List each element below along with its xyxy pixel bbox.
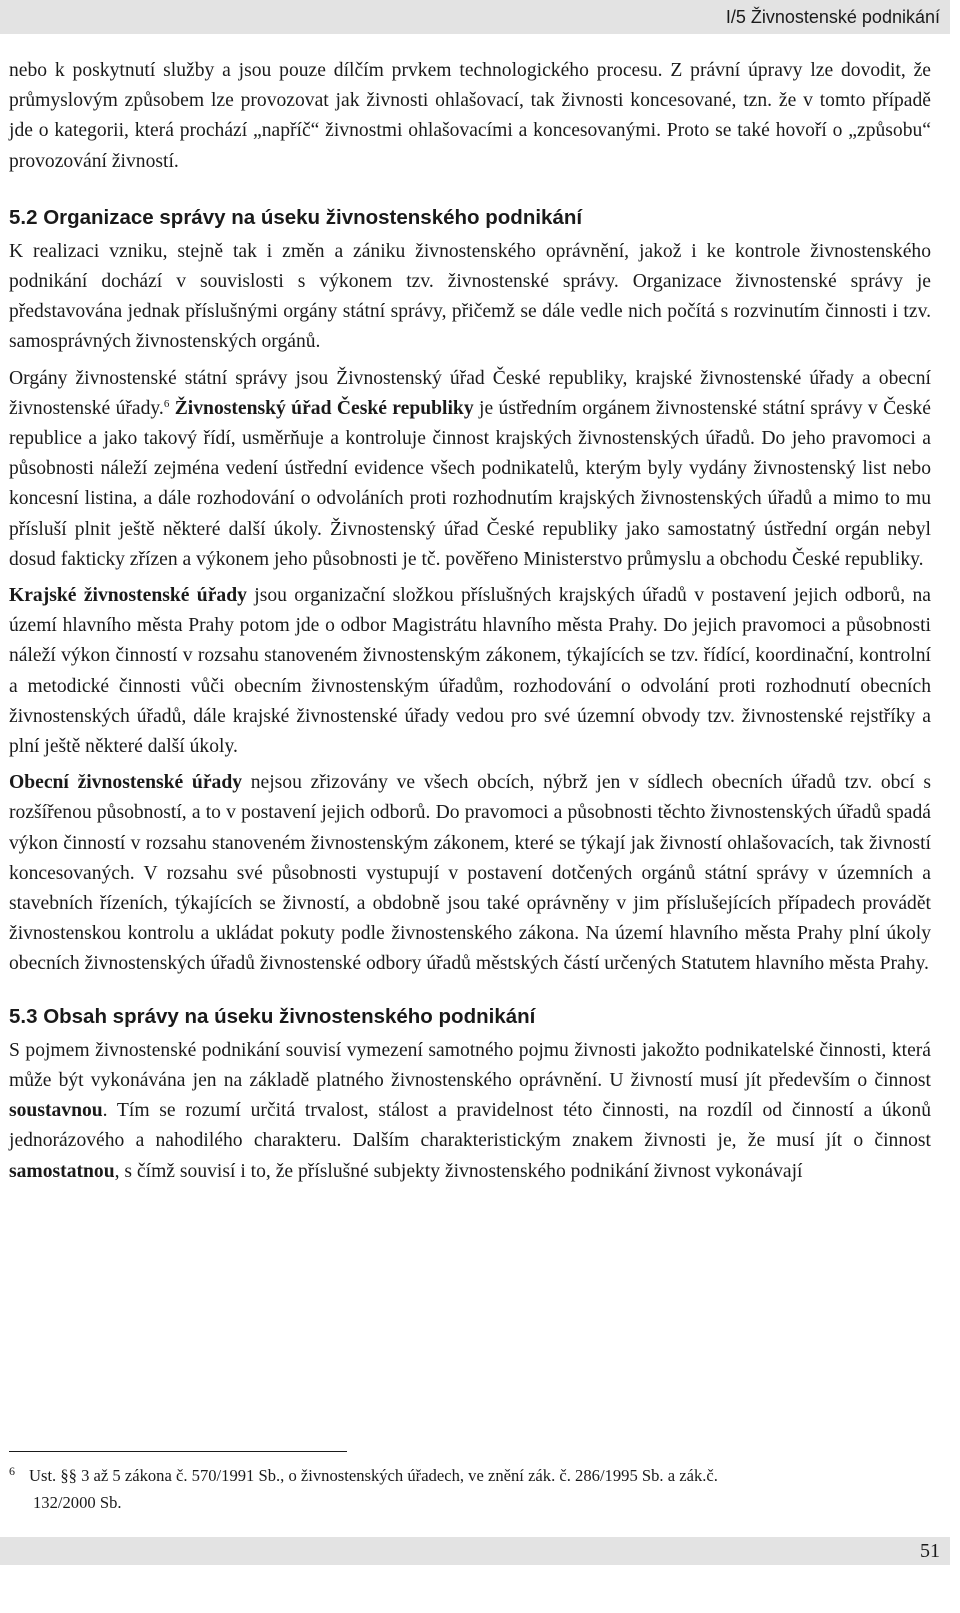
paragraph-obecni-text: nejsou zřizovány ve všech obcích, nýbrž jen v sídlech obecních úřadů tzv. obcí s rozšířenou působností, a to v postavení jejich odborů. Do pravomoci a působnosti těchto živnostenských úřadů spadá výkon činností v rozsahu stanoveném živnostenským zákonem, které se týkají jak živností ohlašovacích, tak živností koncesovaných. V rozsahu své působnosti vystupují v postavení dotčených orgánů státní správy v územních a stavebních řízeních, týkajících se živností, a obdobně jsou také oprávněny v jim příslušejících případech provádět živnostenskou kontrolu a ukládat pokuty podle živnostenského zákona. Na území hlavního města Prahy plní úkoly obecních živnostenských úřadů živnostenské odbory úřadů městských částí určených Statutem hlavního města Prahy.	[9, 772, 931, 975]
page-footer	[0, 1537, 950, 1565]
footnote	[9, 1462, 931, 1516]
paragraph-obecni	[9, 768, 931, 979]
footnote-reference[interactable]: 6	[163, 397, 170, 410]
term-obecni-urady: Obecní živnostenské úřady	[9, 772, 243, 794]
paragraph-obsah-mid: . Tím se rozumí určitá trvalost, stálost a pravidelnost této činnosti, na rozdíl od činností a úkonů jednorázového a nahodilého charakteru. Dalším charakteristickým znakem živnosti je, že musí jít o činnost	[9, 1100, 931, 1152]
paragraph-organy-text: Orgány živnostenské státní správy jsou Živnostenský úřad České republiky, krajské živnostenské úřady a obecní živnostenské úřady.	[9, 367, 931, 419]
term-soustavnou: soustavnou	[9, 1100, 103, 1122]
term-krajske-urady: Krajské živnostenské úřady	[9, 585, 247, 607]
footnote-line-1: 6 Ust. §§ 3 až 5 zákona č. 570/1991 Sb., o živnostenských úřadech, ve znění zák. č. 286/1995 Sb. a zák.č.	[9, 1464, 718, 1485]
paragraph-krajske	[9, 581, 931, 762]
footnote-divider	[9, 1451, 347, 1452]
term-samostatnou: samostatnou	[9, 1160, 115, 1182]
running-title: I/5 Živnostenské podnikání	[725, 6, 940, 27]
paragraph-obsah-text: S pojmem živnostenské podnikání souvisí vymezení samotného pojmu živnosti jakožto podnikatelské činnosti, která může být vykonávána jen na základě platného živnostenského oprávnění. U živností musí jít především o činnost	[9, 1039, 931, 1091]
section-heading-5-3: 5.3 Obsah správy na úseku živnostenského podnikání	[9, 1004, 536, 1028]
paragraph-organy	[9, 364, 931, 575]
footnote-line-2: 132/2000 Sb.	[33, 1493, 122, 1512]
section-heading-5-2: 5.2 Organizace správy na úseku živnostenského podnikání	[9, 205, 583, 229]
paragraph-obsah	[9, 1036, 931, 1187]
term-zivnostensky-urad-cr: Živnostenský úřad České republiky	[174, 397, 474, 419]
paragraph-obsah-end: , s čímž souvisí i to, že příslušné subjekty živnostenského podnikání živnost vykonávají	[114, 1160, 803, 1182]
paragraph-organizace: K realizaci vzniku, stejně tak i změn a zániku živnostenského oprávnění, jakož i ke kontrole živnostenského podnikání dochází v souvislosti s výkonem tzv. živnostenské správy. Organizace živnostenské správy je představována jednak příslušnými orgány státní správy, přičemž se dále vedle nich počítá s rozvinutím činnosti i tzv. samosprávných živnostenských orgánů.	[9, 240, 931, 353]
footnote-text: Ust. §§ 3 až 5 zákona č. 570/1991 Sb., o živnostenských úřadech, ve znění zák. č. 286/1995 Sb. a zák.č.	[29, 1466, 718, 1485]
running-header	[0, 0, 950, 34]
paragraph-organy-rest: je ústředním orgánem živnostenské státní správy v České republice a jako takový řídí, usměrňuje a kontroluje činnost krajských živnostenských úřadů. Do jeho pravomoci a působnosti náleží zejména vedení ústřední evidence všech podnikatelů, kterým byly vydány živnostenský list nebo koncesní listina, a dále rozhodování o odvoláních proti rozhodnutím krajských živnostenských úřadů a mimo to mu přísluší plnit ještě některé další úkoly. Živnostenský úřad České republiky jako samostatný ústřední orgán nebyl dosud fakticky zřízen a výkonem jeho působnosti je tč. pověřeno Ministerstvo průmyslu a obchodu České republiky.	[9, 397, 931, 570]
page-body	[9, 56, 931, 1187]
paragraph-krajske-text: jsou organizační složkou příslušných krajských úřadů v postavení jejich odborů, na území hlavního města Prahy potom jde o odbor Magistrátu hlavního města Prahy. Do jejich pravomoci a působnosti náleží výkon činností v rozsahu stanoveném živnostenským zákonem, týkajících se tzv. řídící, koordinační, kontrolní a metodické činnosti vůči obecním živnostenským úřadům, rozhodování o odvolání proti rozhodnutí obecních živnostenských úřadů, dále krajské živnostenské úřady vedou pro své územní obvody tzv. živnostenské rejstříky a plní ještě některé další úkoly.	[9, 585, 931, 758]
page-number: 51	[920, 1539, 940, 1562]
paragraph-continuation: nebo k poskytnutí služby a jsou pouze dílčím prvkem technologického procesu. Z právní úpravy lze dovodit, že průmyslovým způsobem lze provozovat jak živnosti ohlašovací, tak živnosti koncesované, tzn. že v tomto případě jde o kategorii, která prochází „napříč“ živnostmi ohlašovacími a koncesovanými. Proto se také hovoří o „způsobu“ provozování živností.	[9, 60, 931, 172]
